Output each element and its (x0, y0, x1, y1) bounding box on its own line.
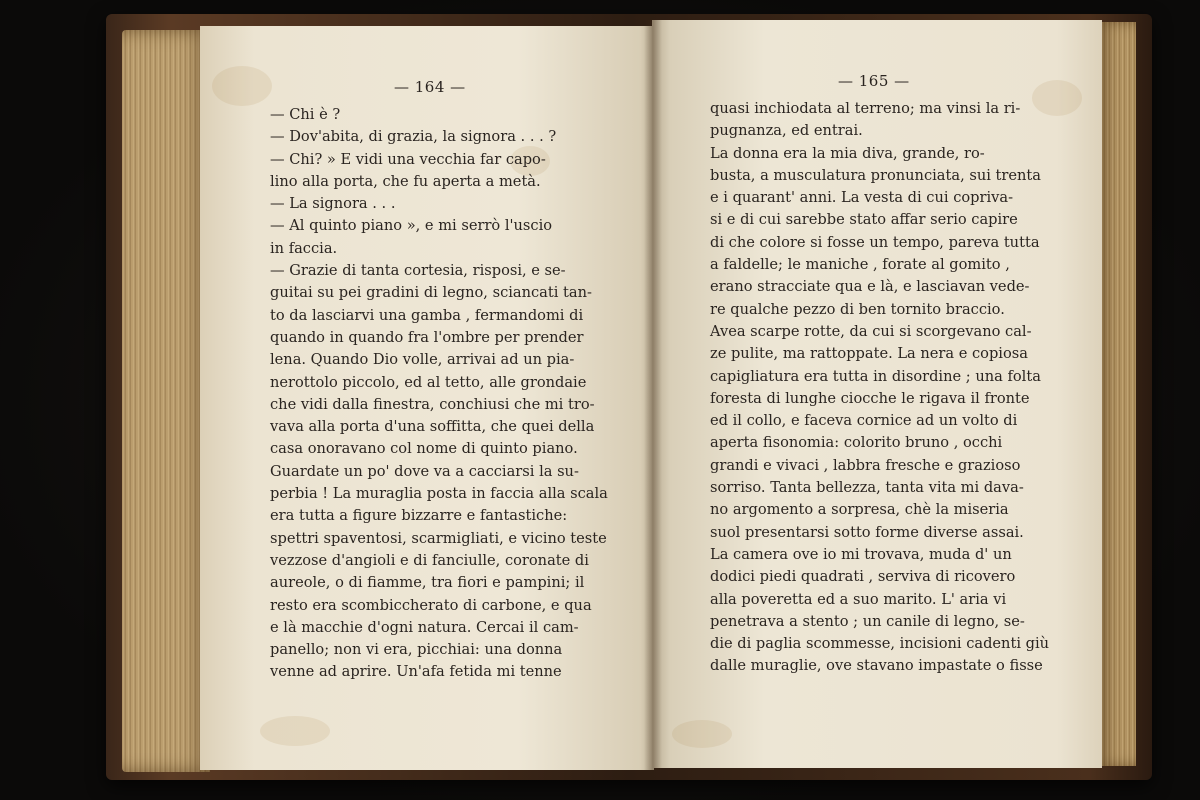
text-line: — Dov'abita, di grazia, la signora . . . ? (270, 128, 557, 146)
page-number-right: — 165 — (838, 72, 910, 90)
text-line: grandi e vivaci , labbra fresche e grazioso (710, 456, 1021, 474)
text-line: die di paglia scommesse, incisioni cadenti giù (710, 635, 1050, 653)
text-line: dalle muraglie, ove stavano impastate o fisse (710, 657, 1043, 675)
text-line: e i quarant' anni. La vesta di cui copriva- (710, 189, 1014, 207)
text-line: quando in quando fra l'ombre per prender (270, 328, 584, 346)
text-line: dodici piedi quadrati , serviva di ricovero (710, 568, 1016, 586)
text-line: La donna era la mia diva, grande, ro- (710, 144, 985, 162)
text-line: — Grazie di tanta cortesia, risposi, e se- (270, 262, 566, 280)
text-line: venne ad aprire. Un'afa fetida mi tenne (270, 663, 562, 681)
text-line: di che colore si fosse un tempo, pareva tutta (710, 233, 1040, 251)
text-line: nerottolo piccolo, ed al tetto, alle grondaie (270, 373, 587, 391)
text-line: in faccia. (270, 239, 338, 257)
text-line: ze pulite, ma rattoppate. La nera e copiosa (710, 345, 1028, 363)
text-line: era tutta a figure bizzarre e fantastiche: (270, 507, 568, 525)
text-line: guitai su pei gradini di legno, sciancati tan- (270, 284, 592, 302)
text-line: vava alla porta d'una soffitta, che quei della (270, 418, 595, 436)
text-line: e là macchie d'ogni natura. Cercai il cam- (270, 618, 579, 636)
book-gutter (644, 20, 662, 770)
text-line: casa onoravano col nome di quinto piano. (270, 440, 578, 458)
text-line: lino alla porta, che fu aperta a metà. (270, 172, 541, 190)
text-line: — Chi? » E vidi una vecchia far capo- (270, 150, 546, 168)
text-line: alla poveretta ed a suo marito. L' aria vi (710, 590, 1007, 608)
text-line: ed il collo, e faceva cornice ad un volto di (710, 412, 1018, 430)
text-line: sorriso. Tanta bellezza, tanta vita mi dava- (710, 479, 1024, 497)
text-line: — La signora . . . (270, 195, 396, 213)
text-line: — Al quinto piano », e mi serrò l'uscio (270, 217, 553, 235)
text-line: vezzose d'angioli e di fanciulle, coronate di (270, 551, 589, 569)
text-line: Guardate un po' dove va a cacciarsi la su- (270, 462, 579, 480)
text-line: La camera ove io mi trovava, muda d' un (710, 545, 1012, 563)
left-page-text (270, 104, 608, 684)
text-line: busta, a musculatura pronunciata, sui trenta (710, 166, 1041, 184)
text-line: capigliatura era tutta in disordine ; una folta (710, 367, 1041, 385)
text-line: to da lasciarvi una gamba , fermandomi di (270, 306, 584, 324)
page-number-left: — 164 — (394, 78, 466, 96)
text-line: lena. Quando Dio volle, arrivai ad un pia- (270, 351, 575, 369)
text-line: che vidi dalla finestra, conchiusi che mi tro- (270, 395, 595, 413)
right-page (652, 20, 1102, 768)
text-line: spettri spaventosi, scarmigliati, e vicino teste (270, 529, 607, 547)
text-line: aperta fisonomia: colorito bruno , occhi (710, 434, 1003, 452)
foxing-stain (260, 716, 330, 746)
text-line: si e di cui sarebbe stato affar serio capire (710, 211, 1018, 229)
text-line: quasi inchiodata al terreno; ma vinsi la ri- (710, 100, 1021, 117)
text-line: foresta di lunghe ciocche le rigava il fronte (710, 389, 1030, 407)
text-line: re qualche pezzo di ben tornito braccio. (710, 300, 1005, 318)
text-line: Avea scarpe rotte, da cui si scorgevano cal- (710, 322, 1032, 340)
foxing-stain (672, 720, 732, 748)
left-page (200, 26, 654, 770)
right-page-text (710, 98, 1050, 678)
text-line: resto era scombiccherato di carbone, e qua (270, 596, 592, 614)
page-edges-right (1096, 22, 1136, 766)
text-line: panello; non vi era, picchiai: una donna (270, 641, 563, 659)
text-line: pugnanza, ed entrai. (710, 122, 863, 140)
text-line: aureole, o di fiamme, tra fiori e pampini; il (270, 574, 585, 592)
text-line: perbia ! La muraglia posta in faccia alla scala (270, 485, 608, 503)
text-line: suol presentarsi sotto forme diverse assai. (710, 523, 1024, 541)
text-line: erano stracciate qua e là, e lasciavan vede- (710, 278, 1030, 296)
text-line: penetrava a stento ; un canile di legno, se- (710, 612, 1025, 630)
page-edges-left (122, 30, 210, 772)
text-line: no argomento a sorpresa, chè la miseria (710, 501, 1009, 519)
text-line: a faldelle; le maniche , forate al gomito , (710, 256, 1010, 274)
foxing-stain (212, 66, 272, 106)
text-line: — Chi è ? (270, 106, 341, 123)
